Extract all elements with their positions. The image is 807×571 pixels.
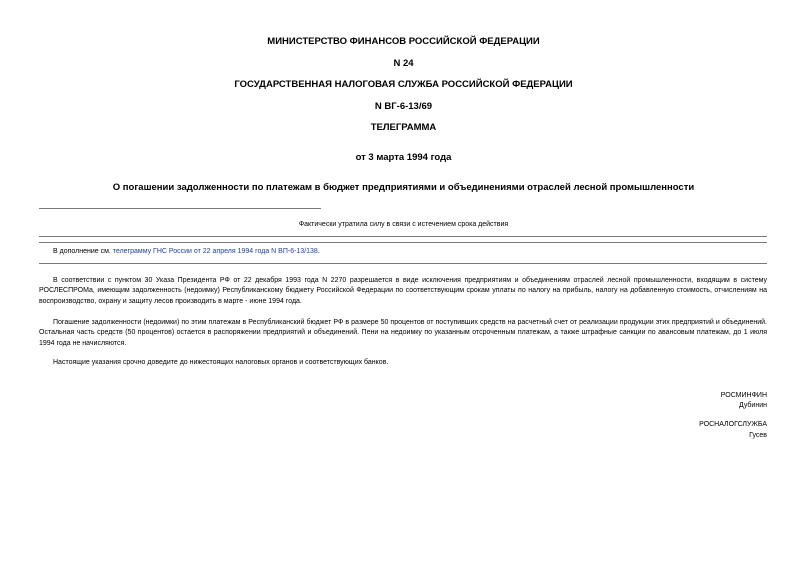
ministry-heading: МИНИСТЕРСТВО ФИНАНСОВ РОССИЙСКОЙ ФЕДЕРАЦИИ xyxy=(267,36,540,47)
divider xyxy=(39,242,767,243)
status-note: Фактически утратила силу в связи с истечением срока действия xyxy=(298,221,509,228)
signature-name: Гусев xyxy=(749,432,767,439)
document-date: от 3 марта 1994 года xyxy=(355,152,452,163)
see-also-note xyxy=(53,247,320,257)
document-type: ТЕЛЕГРАММА xyxy=(370,122,437,133)
service-number: N ВГ-6-13/69 xyxy=(374,101,433,112)
service-heading: ГОСУДАРСТВЕННАЯ НАЛОГОВАЯ СЛУЖБА РОССИЙСКОЙ ФЕДЕРАЦИИ xyxy=(234,79,573,90)
body-paragraph-3: Настоящие указания срочно доведите до нижестоящих налоговых органов и соответствующих банков. xyxy=(53,359,389,366)
ministry-number: N 24 xyxy=(393,58,414,69)
body-paragraph-1: В соответствии с пунктом 30 Указа Президента РФ от 22 декабря 1993 года N 2270 разрешается в виде исключения предприятиям и объединениям отраслей лесной промышленности, входящим в систему РОСЛЕСПРОМа, имеющим задолженность (недоимку) Республиканскому бюджету Российской Федерации по соответствующим срокам уплаты по налогу на прибыль, налогу на добавленную стоимость, отчислениям на воспроизводство, охрану и защиту лесов производить в марте - июне 1994 года. xyxy=(39,277,767,305)
signature-name: Дубинин xyxy=(738,402,767,409)
body-paragraph-2: Погашение задолженности (недоимки) по этим платежам в Республиканский бюджет РФ в размере 50 процентов от поступивших средств на расчетный счет от реализации продукции этих предприятий и объединений. Остальная часть средств (50 процентов) остается в распоряжении предприятий и объединений. Пени на недоимку по указанным отсроченным платежам, а также штрафные санкции по авансовым платежам, до 1 июля 1994 года не начисляются. xyxy=(39,319,767,347)
document-title: О погашении задолженности по платежам в бюджет предприятиями и объединениями отраслей лесной промышленности xyxy=(112,182,695,193)
signature-org: РОСНАЛОГСЛУЖБА xyxy=(699,421,767,428)
signature-org: РОСМИНФИН xyxy=(720,392,767,399)
divider xyxy=(39,236,767,237)
divider xyxy=(39,263,767,264)
see-also-suffix: . xyxy=(317,248,320,255)
divider xyxy=(39,208,321,209)
see-also-link[interactable]: телеграмму ГНС России от 22 апреля 1994 года N ВП-6-13/138 xyxy=(112,248,318,255)
see-also-prefix: В дополнение см. xyxy=(53,248,113,255)
